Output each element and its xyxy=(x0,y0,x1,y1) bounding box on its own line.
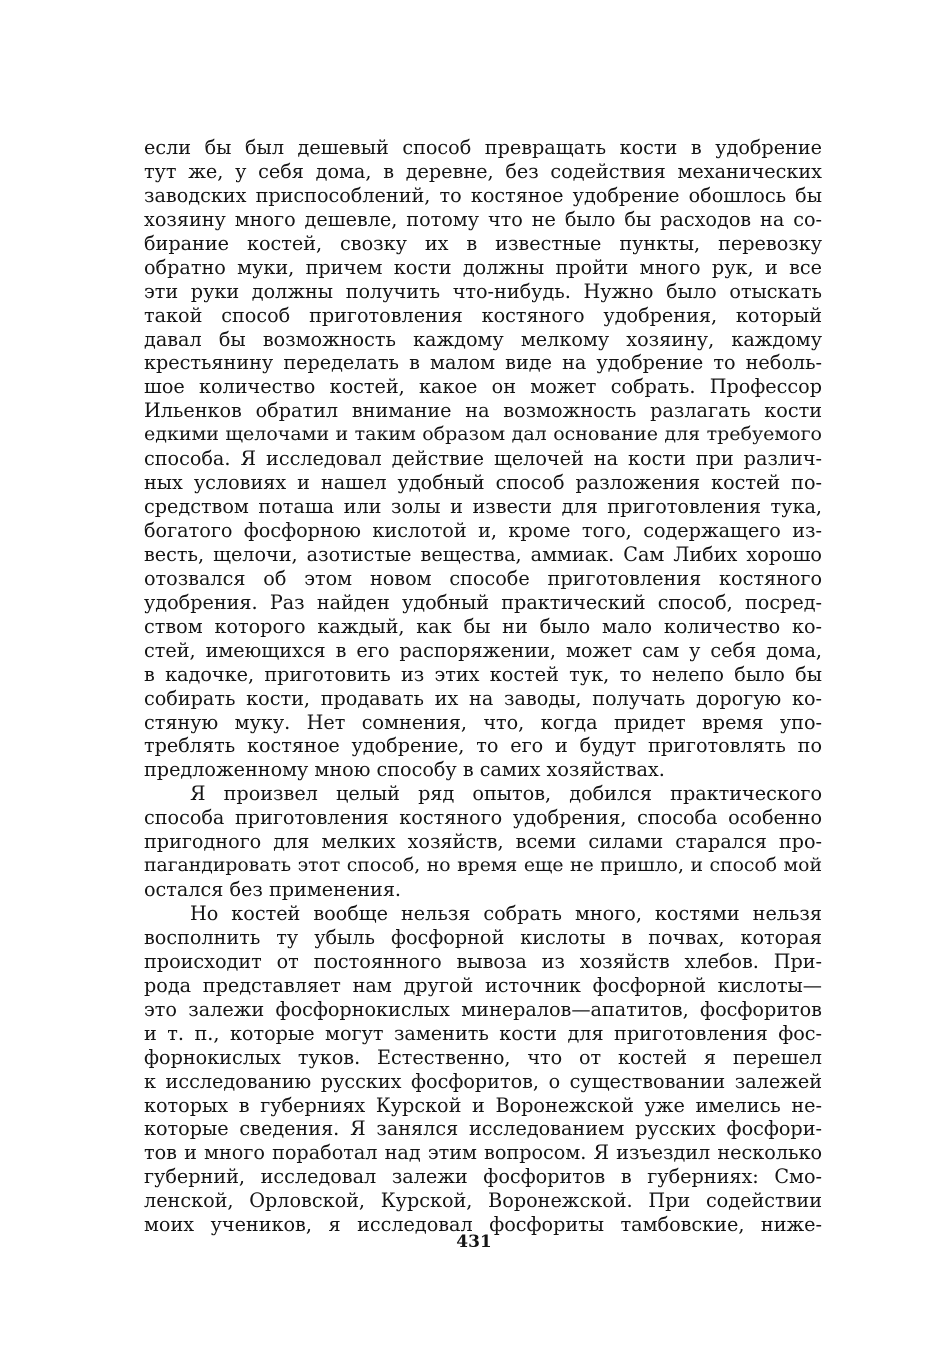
text-line: остался без применения. xyxy=(144,878,402,902)
text-line: собирать кости, продавать их на заводы, получать дорогую ко- xyxy=(144,686,822,710)
text-line: тов и много поработал над этим вопросом. Я изъездил несколько xyxy=(144,1141,822,1165)
text-line: губерний, исследовал залежи фосфоритов в губерниях: Смо- xyxy=(144,1165,822,1189)
text-line: обратно муки, причем кости должны пройти много рук, и все xyxy=(144,255,822,279)
text-line: стей, имеющихся в его распоряжении, может сам у себя дома, xyxy=(144,638,822,662)
text-line: моих учеников, я исследовал фосфориты тамбовские, ниже- xyxy=(144,1213,822,1237)
text-line: рода представляет нам другой источник фосфорной кислоты— xyxy=(144,973,822,997)
text-line: происходит от постоянного вывоза из хозяйств хлебов. При- xyxy=(144,949,822,973)
body-text xyxy=(144,136,822,1237)
text-line: крестьянину переделать в малом виде на удобрение то неболь- xyxy=(144,351,822,375)
text-line: и т. п., которые могут заменить кости для приготовления фос- xyxy=(144,1021,822,1045)
text-line: ных условиях и нашел удобный способ разложения костей по- xyxy=(144,471,822,495)
text-line: заводских приспособлений, то костяное удобрение обошлось бы xyxy=(144,183,822,207)
text-line: Я произвел целый ряд опытов, добился практического xyxy=(190,782,822,806)
text-line: шое количество костей, какое он может собрать. Профессор xyxy=(144,375,822,399)
text-line: весть, щелочи, азотистые вещества, аммиак. Сам Либих хорошо xyxy=(144,542,822,566)
text-line: пагандировать этот способ, но время еще не пришло, и способ мой xyxy=(144,855,822,877)
text-line: бирание костей, свозку их в известные пункты, перевозку xyxy=(144,231,822,255)
text-line: в кадочке, приготовить из этих костей тук, то нелепо было бы xyxy=(144,662,822,686)
text-line: средством поташа или золы и извести для приготовления тука, xyxy=(144,495,822,519)
text-line: ством которого каждый, как бы ни было мало количество ко- xyxy=(144,614,822,638)
text-line: хозяину много дешевле, потому что не было бы расходов на со- xyxy=(144,207,822,231)
text-line: едкими щелочами и таким образом дал основание для требуемого xyxy=(144,423,822,446)
text-line: форнокислых туков. Естественно, что от костей я перешел xyxy=(144,1045,822,1069)
text-line: удобрения. Раз найден удобный практический способ, посред- xyxy=(144,590,822,614)
text-line: которых в губерниях Курской и Воронежской уже имелись не- xyxy=(144,1093,822,1117)
text-line: способа приготовления костяного удобрения, способа особенно xyxy=(144,806,822,830)
text-line: предложенному мною способу в самих хозяйствах. xyxy=(144,758,665,782)
text-line: стяную муку. Нет сомнения, что, когда придет время упо- xyxy=(144,710,822,734)
text-line: отозвался об этом новом способе приготовления костяного xyxy=(144,566,822,590)
text-line: эти руки должны получить что-нибудь. Нужно было отыскать xyxy=(144,279,822,303)
text-line: давал бы возможность каждому мелкому хозяину, каждому xyxy=(144,327,822,351)
text-line: ленской, Орловской, Курской, Воронежской. При содействии xyxy=(144,1189,822,1213)
text-line: восполнить ту убыль фосфорной кислоты в почвах, которая xyxy=(144,925,822,949)
text-line: тут же, у себя дома, в деревне, без содействия механических xyxy=(144,159,822,183)
text-line: к исследованию русских фосфоритов, о существовании залежей xyxy=(144,1069,822,1093)
text-line: если бы был дешевый способ превращать кости в удобрение xyxy=(144,136,822,159)
text-line: Ильенков обратил внимание на возможность разлагать кости xyxy=(144,399,822,423)
text-line: которые сведения. Я занялся исследованием русских фосфори- xyxy=(144,1117,822,1141)
page-number: 431 xyxy=(456,1232,492,1252)
text-line: Но костей вообще нельзя собрать много, костями нельзя xyxy=(190,902,822,925)
text-line: богатого фосфорною кислотой и, кроме того, содержащего из- xyxy=(144,519,822,542)
text-line: треблять костяное удобрение, то его и будут приготовлять по xyxy=(144,734,822,758)
text-line: способа. Я исследовал действие щелочей на кости при различ- xyxy=(144,447,822,471)
text-line: пригодного для мелких хозяйств, всеми силами старался про- xyxy=(144,830,822,854)
text-line: это залежи фосфорнокислых минералов—апатитов, фосфоритов xyxy=(144,997,822,1021)
text-line: такой способ приготовления костяного удобрения, который xyxy=(144,303,822,327)
